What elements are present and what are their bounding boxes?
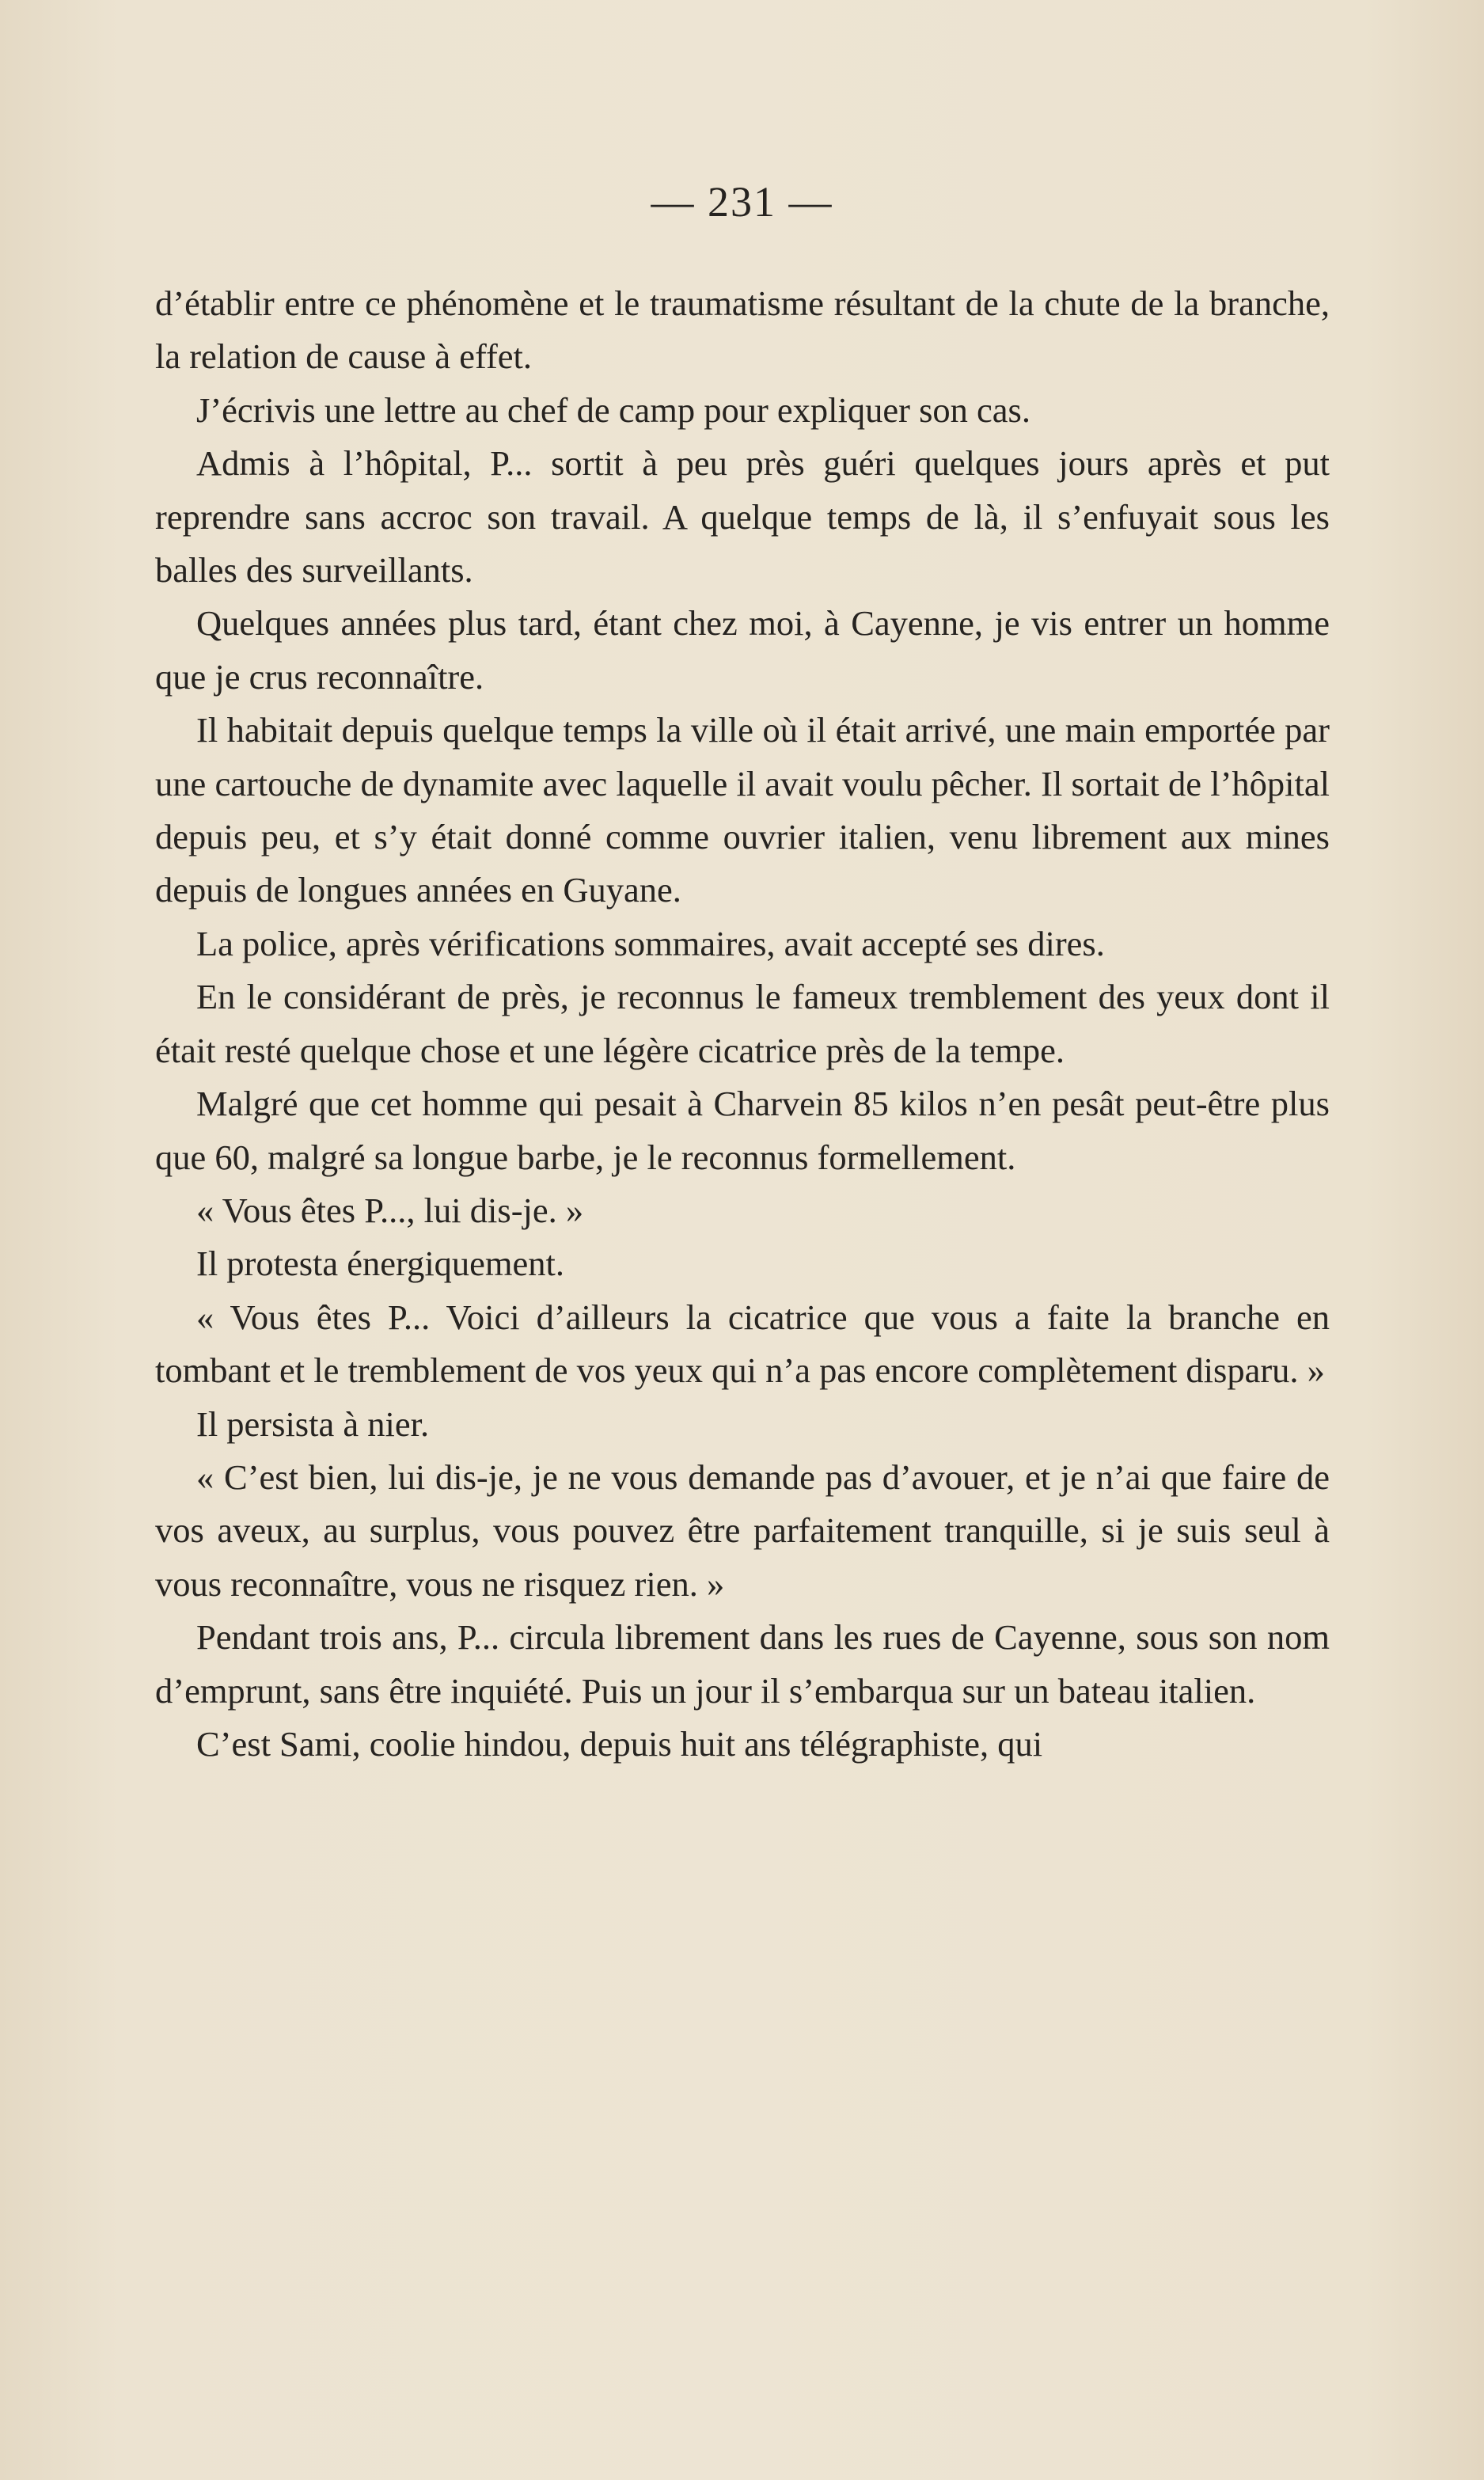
paragraph: Il habitait depuis quelque temps la ville où il était arrivé, une main emportée par une cartouche de dynamite avec laquelle il avait voulu pêcher. Il sortait de l’hôpital depuis peu, et s’y était donné comme ouvrier italien, venu librement aux mines depuis de longues années en Guyane. [155,710,1330,910]
paragraph: Il persista à nier. [196,1403,430,1444]
paragraph: C’est Sami, coolie hindou, depuis huit ans télégraphiste, qui [196,1723,1043,1764]
paragraph: d’établir entre ce phénomène et le traumatisme résultant de la chute de la branche, la relation de cause à effet. [155,283,1330,377]
paragraph: « Vous êtes P..., lui dis-je. » [196,1190,584,1230]
paragraph: Pendant trois ans, P... circula librement dans les rues de Cayenne, sous son nom d’emprunt, sans être inquiété. Puis un jour il s’embarqua sur un bateau italien. [155,1617,1330,1711]
paragraph: Il protesta énergiquement. [196,1244,565,1284]
paragraph: « C’est bien, lui dis-je, je ne vous demande pas d’avouer, et je n’ai que faire de vos aveux, au surplus, vous pouvez être parfaitement tranquille, si je suis seul à vous reconnaître, vous ne risquez rien. » [155,1456,1330,1604]
paragraph: J’écrivis une lettre au chef de camp pour expliquer son cas. [196,389,1030,430]
paragraph: En le considérant de près, je reconnus le fameux tremblement des yeux dont il était resté quelque chose et une légère cicatrice près de la tempe. [155,977,1330,1070]
page-number: — 231 — [651,178,833,226]
paragraph: Quelques années plus tard, étant chez moi, à Cayenne, je vis entrer un homme que je crus reconnaître. [155,603,1330,697]
paragraph: La police, après vérifications sommaires, avait accepté ses dires. [196,923,1105,963]
paragraph: Admis à l’hôpital, P... sortit à peu près guéri quelques jours après et put reprendre sans accroc son travail. A quelque temps de là, il s’enfuyait sous les balles des surveillants. [155,443,1330,591]
paragraph: Malgré que cet homme qui pesait à Charvein 85 kilos n’en pesât peut-être plus que 60, malgré sa longue barbe, je le reconnus formellement. [155,1084,1330,1177]
body-text [155,277,1330,1771]
paragraph: « Vous êtes P... Voici d’ailleurs la cicatrice que vous a faite la branche en tombant et le tremblement de vos yeux qui n’a pas encore complètement disparu. » [155,1297,1330,1391]
